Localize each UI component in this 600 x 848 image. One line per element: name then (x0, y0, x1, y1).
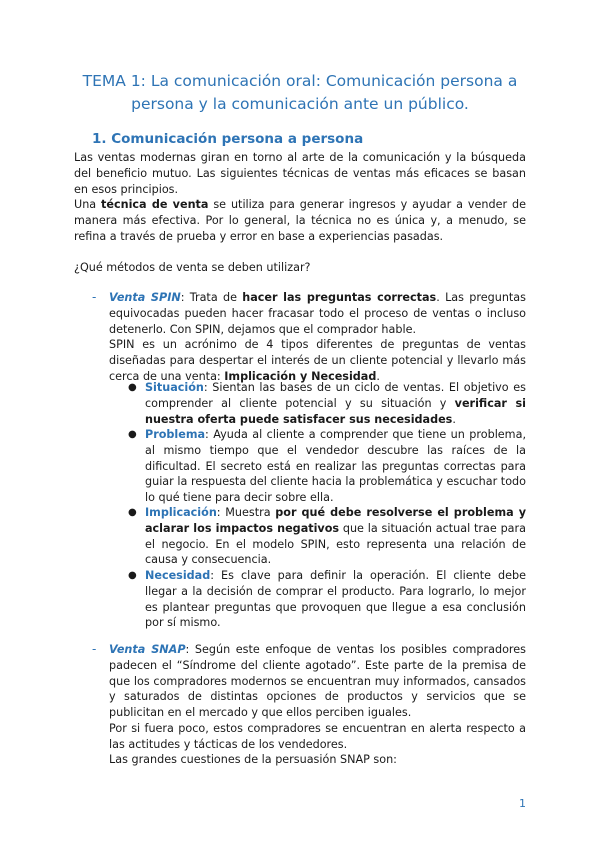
snap-paragraph-2: Por si fuera poco, estos compradores se encuentran en alerta respecto a las actitudes y tácticas de los vendedores. (109, 722, 526, 751)
bullet-marker: ● (128, 507, 137, 518)
item-text: : Ayuda al cliente a comprender que tiene un problema, al mismo tiempo que el vendedor descubre las raíces de la dificultad. El secreto está en realizar las preguntas correctas para guiar la respuesta del cliente hacia la problemática y escuchar todo lo qué tiene para decir sobre ella. (145, 428, 526, 505)
spin-item-implicacion (145, 505, 526, 568)
spin-acronym-text: SPIN es un acrónimo de 4 tipos diferentes de preguntas de ventas diseñadas para despertar el interés de un cliente potencial y llevarlo más cerca de una venta: (109, 338, 526, 383)
item-label: Situación (145, 381, 204, 394)
item-bold: por qué debe resolverse el problema y aclarar los impactos negativos (145, 506, 526, 535)
section-heading: 1. Comunicación persona a persona (92, 131, 364, 147)
spin-label: Venta SPIN (109, 291, 181, 304)
bullet-marker: ● (128, 429, 137, 440)
document-title: TEMA 1: La comunicación oral: Comunicación persona a persona y la comunicación ante un público. (82, 72, 518, 113)
technique-term: técnica de venta (101, 198, 209, 211)
spin-acronym-end: . (376, 369, 380, 383)
item-text: : Sientan las bases de un ciclo de ventas. El objetivo es comprender al cliente potencial y su situación y (145, 381, 526, 410)
bullet-marker: ● (128, 382, 137, 393)
technique-text-c: se utiliza para generar ingresos y ayudar a vender de manera más efectiva. Por lo general, la técnica no es única y, a menudo, se refina a través de prueba y error en base a experiencias pasadas. (74, 198, 526, 243)
spin-item-situacion (145, 380, 526, 427)
snap-text: : Según este enfoque de ventas los posibles compradores padecen el “Síndrome del cliente agotado”. Este parte de la premisa de que los compradores modernos se encuentran muy informados, cansados y saturados de distintas opciones de productos y servicios que se publicitan en el mercado y que ellos perciben iguales. (109, 643, 526, 720)
item-bold: verificar si nuestra oferta puede satisfacer sus necesidades (145, 396, 526, 426)
spin-text-3: . Las preguntas equivocadas pueden hacer fracasar todo el proceso de ventas o incluso detenerlo. Con SPIN, dejamos que el comprador hable. (109, 291, 526, 336)
snap-label: Venta SNAP (109, 643, 186, 656)
dash-marker: - (92, 642, 97, 656)
bullet-marker: ● (128, 570, 137, 581)
technique-paragraph (74, 197, 526, 244)
item-text: : Muestra (216, 506, 276, 519)
spin-paragraph (109, 290, 526, 337)
snap-paragraph (109, 642, 526, 721)
technique-text-a: Una (74, 198, 102, 211)
item-label: Problema (145, 428, 206, 441)
spin-acronym-bold: Implicación y Necesidad (224, 369, 377, 383)
item-text: : Es clave para definir la operación. El cliente debe llegar a la decisión de comprar el producto. Para lograrlo, lo mejor es plantear preguntas que provoquen que llegue a esa conclusión por sí mismo. (145, 569, 526, 630)
spin-acronym-paragraph (109, 337, 526, 384)
page-number: 1 (519, 797, 526, 810)
intro-paragraph: Las ventas modernas giran en torno al arte de la comunicación y la búsqueda del beneficio mutuo. Las siguientes técnicas de ventas más eficaces se basan en esos principios. (74, 151, 526, 196)
spin-item-problema (145, 427, 526, 506)
question-line: ¿Qué métodos de venta se deben utilizar? (74, 261, 311, 274)
snap-paragraph-3: Las grandes cuestiones de la persuasión SNAP son: (109, 753, 397, 766)
item-label: Necesidad (145, 569, 211, 582)
spin-bold: hacer las preguntas correctas (242, 291, 437, 304)
dash-marker: - (92, 290, 97, 304)
spin-item-necesidad (145, 568, 526, 631)
item-label: Implicación (145, 506, 217, 519)
spin-text-1: : Trata de (180, 291, 243, 304)
item-end: que la situación actual trae para el negocio. En el modelo SPIN, esto representa una relación de causa y consecuencia. (145, 521, 526, 567)
item-end: . (452, 412, 456, 426)
